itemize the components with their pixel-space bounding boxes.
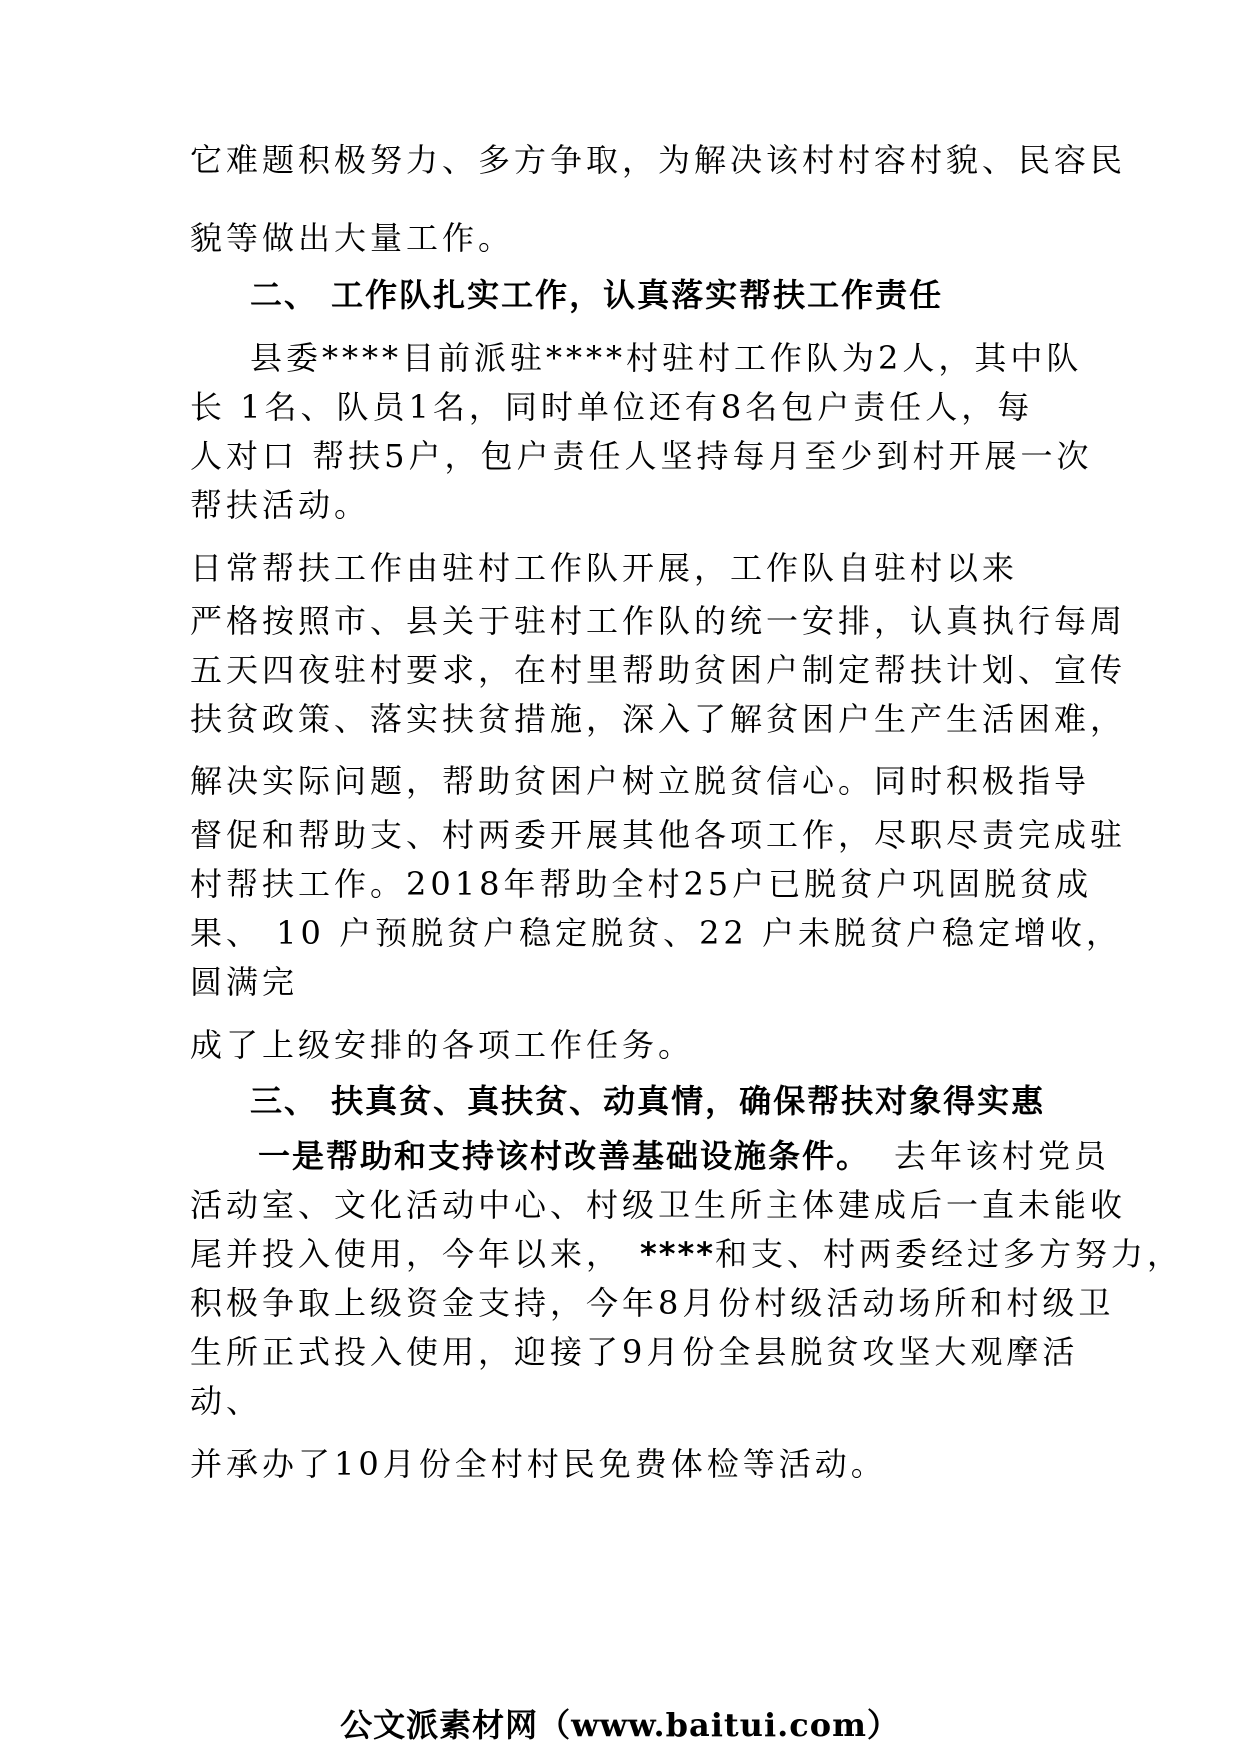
paragraph-line: 解决实际问题，帮助贫困户树立脱贫信心。同时积极指导 — [190, 762, 1091, 800]
section-heading-2: 二、 工作队扎实工作，认真落实帮扶工作责任 — [250, 276, 944, 314]
paragraph-line: 貌等做出大量工作。 — [190, 219, 515, 257]
section-heading-3: 三、 扶真贫、真扶贫、动真情，确保帮扶对象得实惠 — [250, 1082, 1046, 1120]
paragraph-text: 尾并投入使用，今年以来， — [190, 1235, 623, 1273]
paragraph-line-mixed — [258, 1136, 1110, 1176]
paragraph-text: 和支、村两委经过多方努力， — [714, 1235, 1183, 1273]
paragraph-line: 严格按照市、县关于驻村工作队的统一安排，认真执行每周 — [190, 602, 1127, 640]
paragraph-line: 帮扶活动。 — [190, 486, 371, 524]
bold-lead-sentence: 一是帮助和支持该村改善基础设施条件。 — [258, 1137, 871, 1175]
paragraph-line: 圆满完 — [190, 963, 299, 1001]
paragraph-line: 督促和帮助支、村两委开展其他各项工作，尽职尽责完成驻 — [190, 816, 1127, 854]
paragraph-line: 五天四夜驻村要求，在村里帮助贫困户制定帮扶计划、宣传 — [190, 651, 1127, 689]
paragraph-line: 长 1名、队员1名，同时单位还有8名包户责任人，每 — [190, 388, 1034, 426]
paragraph-line: 果、 10 户预脱贫户稳定脱贫、22 户未脱贫户稳定增收， — [190, 914, 1122, 952]
paragraph-line: 扶贫政策、落实扶贫措施，深入了解贫困户生产生活困难， — [190, 700, 1127, 738]
paragraph-line: 动、 — [190, 1382, 263, 1420]
paragraph-line: 人对口 帮扶5户，包户责任人坚持每月至少到村开展一次 — [190, 437, 1093, 475]
paragraph-line: 县委****目前派驻****村驻村工作队为2人，其中队 — [250, 339, 1083, 377]
paragraph-line: 日常帮扶工作由驻村工作队开展，工作队自驻村以来 — [190, 549, 1019, 587]
paragraph-line: 活动室、文化活动中心、村级卫生所主体建成后一直未能收 — [190, 1186, 1127, 1224]
paragraph-line-mixed — [190, 1234, 1183, 1274]
paragraph-line: 村帮扶工作。2018年帮助全村25户已脱贫户巩固脱贫成 — [190, 865, 1093, 903]
paragraph-line: 积极争取上级资金支持，今年8月份村级活动场所和村级卫 — [190, 1284, 1115, 1322]
paragraph-line: 它难题积极努力、多方争取，为解决该村村容村貌、民容民 — [190, 141, 1127, 179]
paragraph-line: 成了上级安排的各项工作任务。 — [190, 1026, 695, 1064]
paragraph-text: 去年该村党员 — [894, 1137, 1111, 1175]
paragraph-line: 并承办了10月份全村村民免费体检等活动。 — [190, 1445, 887, 1483]
footer-source: 公文派素材网（www.baitui.com） — [340, 1706, 900, 1744]
paragraph-line: 生所正式投入使用，迎接了9月份全县脱贫攻坚大观摩活 — [190, 1333, 1079, 1371]
masked-name: **** — [640, 1235, 715, 1273]
